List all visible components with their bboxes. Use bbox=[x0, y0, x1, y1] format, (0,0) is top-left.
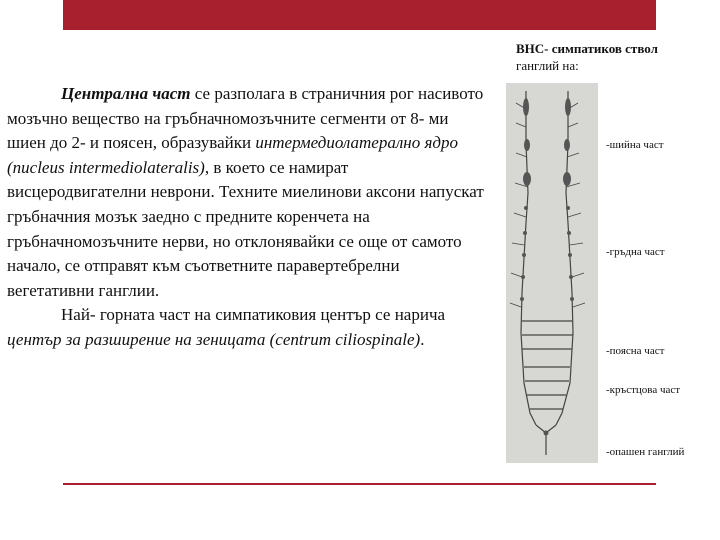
middle-cervical-ganglion-left bbox=[524, 139, 530, 151]
stellate-ganglion-left bbox=[523, 172, 531, 186]
thoracic-ganglion bbox=[522, 253, 526, 257]
coccygeal-stem bbox=[536, 425, 556, 455]
paragraph-1-text-a: се разполага в страничния рог насивото мозъчно вещество на гръбначномозъчните сегменти от 8- ми шиен до 2- и поясен, образувайки bbox=[7, 84, 484, 153]
sympathetic-trunk-drawing bbox=[506, 83, 598, 463]
paragraph-1-text-b: , в което се намират висцеродвигателни неврони. Техните миелинови аксони напускат гръбначния мозък заедно с предните коренчета на гръбначномозъчните нерви, но отклонявайки се още от самото начало, се отправят към съответните паравертебрелни вегетативни ганглии. bbox=[7, 157, 484, 300]
stellate-ganglion-right bbox=[563, 172, 571, 186]
label-thoracic: -гръдна част bbox=[606, 246, 665, 258]
thoracic-ganglion bbox=[524, 206, 528, 210]
lumbar-rungs bbox=[522, 321, 573, 349]
thoracic-ganglion bbox=[521, 275, 525, 279]
figure-heading bbox=[516, 40, 716, 74]
thoracic-ganglion bbox=[523, 231, 527, 235]
sympathetic-trunk-figure bbox=[506, 83, 598, 463]
label-sacral: -кръстцова част bbox=[606, 384, 681, 396]
ganglia-nodes bbox=[520, 98, 574, 436]
thoracic-ganglion bbox=[520, 297, 524, 301]
superior-cervical-ganglion-left bbox=[523, 98, 529, 116]
sacral-rungs bbox=[524, 367, 570, 409]
main-text bbox=[7, 82, 489, 353]
paragraph-2-text-a: Най- горната част на симпатиковия център се нарича bbox=[61, 305, 446, 325]
title-bar bbox=[63, 0, 656, 30]
thoracic-ganglion bbox=[566, 206, 570, 210]
thoracic-ganglion bbox=[567, 231, 571, 235]
label-cervical: -шийна част bbox=[606, 139, 664, 151]
label-lumbar: -поясна част bbox=[606, 345, 665, 357]
paragraph-1 bbox=[7, 82, 489, 303]
thoracic-ganglion bbox=[570, 297, 574, 301]
thoracic-ganglion bbox=[568, 253, 572, 257]
paragraph-2 bbox=[7, 303, 489, 352]
paragraph-1-italic: интермедиолатерално ядро (nucleus intermediolateralis) bbox=[7, 133, 458, 177]
figure-heading-subtitle: ганглий на: bbox=[516, 58, 579, 73]
paragraph-1-lead: Централна част bbox=[61, 84, 191, 103]
middle-cervical-ganglion-right bbox=[564, 139, 570, 151]
coccygeal-ganglion bbox=[544, 431, 549, 436]
thoracic-ganglion bbox=[569, 275, 573, 279]
bottom-rule bbox=[63, 483, 656, 485]
paragraph-2-italic: център за разширение на зеницата (centrum ciliospinale) bbox=[7, 329, 421, 349]
label-coccygeal: -опашен ганглий bbox=[606, 446, 685, 458]
superior-cervical-ganglion-right bbox=[565, 98, 571, 116]
figure-heading-title: ВНС- симпатиков ствол bbox=[516, 41, 658, 56]
paragraph-2-text-b: . bbox=[420, 329, 425, 349]
right-trunk-line bbox=[556, 91, 573, 425]
